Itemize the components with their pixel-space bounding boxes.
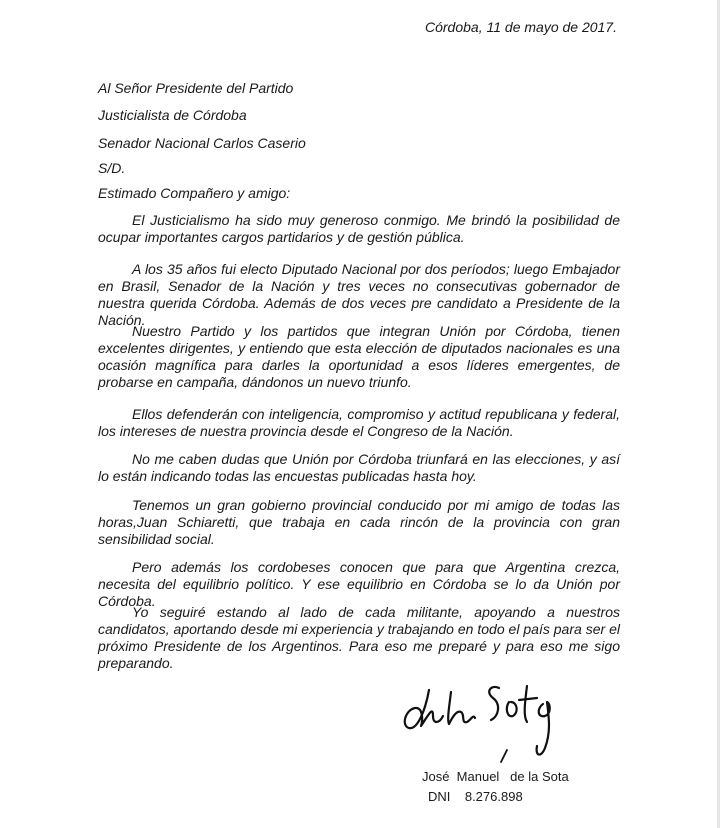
paragraph-5 [98, 451, 620, 485]
paragraph-4-text: Ellos defenderán con inteligencia, compromiso y actitud republicana y federal, los intereses de nuestra provincia desde el Congreso de la Nación. [98, 406, 620, 439]
paragraph-6 [98, 497, 620, 548]
handwritten-signature [395, 672, 575, 767]
greeting: Estimado Compañero y amigo: [98, 185, 291, 201]
letter-date: Córdoba, 11 de mayo de 2017. [425, 19, 617, 35]
paragraph-8 [98, 604, 620, 672]
paragraph-8-text: Yo seguiré estando al lado de cada militante, apoyando a nuestros candidatos, aportando desde mi experiencia y trabajando en todo el país para ser el próximo Presidente de los Argentinos. Para eso me preparé y para eso me sigo preparando. [98, 604, 620, 671]
paragraph-2-text: A los 35 años fui electo Diputado Nacional por dos períodos; luego Embajador en Brasil, Senador de la Nación y tres veces no consecutivas gobernador de nuestra querida Córdoba. Además de dos veces pre candidato a Presidente de la Nación. [98, 261, 620, 328]
paragraph-7 [98, 559, 620, 610]
paragraph-3-text: Nuestro Partido y los partidos que integran Unión por Córdoba, tienen excelentes dirigentes, y entiendo que esta elección de diputados nacionales es una ocasión magnífica para darles la oportunidad a esos líderes emergentes, de probarse en campaña, dándonos un nuevo triunfo. [98, 323, 620, 390]
signer-dni: DNI 8.276.898 [428, 789, 523, 804]
paragraph-7-text: Pero además los cordobeses conocen que para que Argentina crezca, necesita del equilibrio político. Y ese equilibrio en Córdoba se lo da Unión por Córdoba. [98, 559, 620, 609]
paragraph-4 [98, 406, 620, 440]
paragraph-5-text: No me caben dudas que Unión por Córdoba triunfará en las elecciones, y así lo están indicando todas las encuestas publicadas hasta hoy. [98, 451, 620, 484]
paragraph-1-text: El Justicialismo ha sido muy generoso conmigo. Me brindó la posibilidad de ocupar importantes cargos partidarios y de gestión pública. [98, 212, 620, 245]
recipient-line-1: Al Señor Presidente del Partido [98, 80, 294, 96]
paragraph-1 [98, 212, 620, 246]
paragraph-6-text: Tenemos un gran gobierno provincial conducido por mi amigo de todas las horas,Juan Schiaretti, que trabaja en cada rincón de la provincia con gran sensibilidad social. [98, 497, 620, 547]
recipient-line-2: Justicialista de Córdoba [98, 107, 247, 123]
recipient-line-3: Senador Nacional Carlos Caserio [98, 135, 306, 151]
signer-name: José Manuel de la Sota [422, 769, 569, 784]
paragraph-2 [98, 261, 620, 329]
recipient-line-4: S/D. [98, 160, 126, 176]
paragraph-3 [98, 323, 620, 391]
